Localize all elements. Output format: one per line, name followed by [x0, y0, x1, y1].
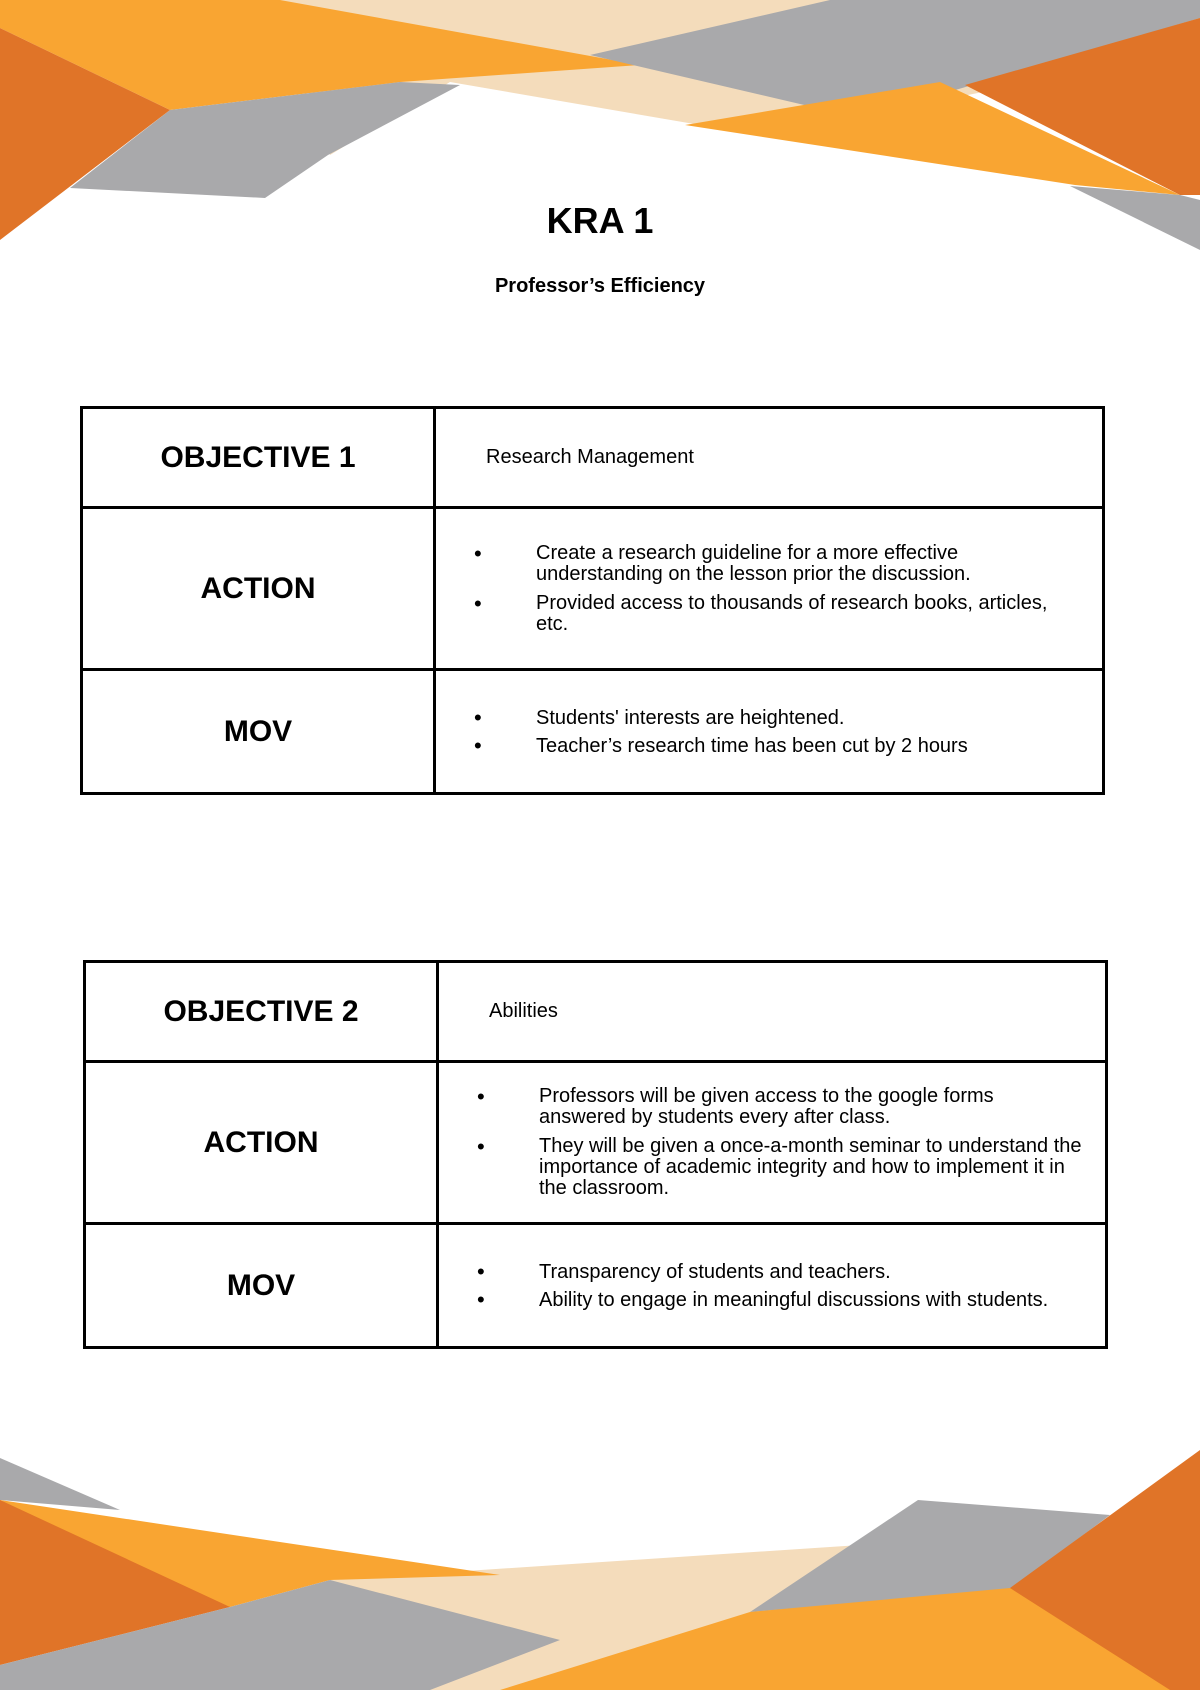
list-item: • Provided access to thousands of research books, articles, etc. — [436, 593, 1082, 635]
mov-row — [85, 1224, 1107, 1348]
list-item: • They will be given a once-a-month seminar to understand the importance of academic integrity and how to implement it in the classroom. — [439, 1136, 1085, 1199]
objective-value: Research Management — [435, 408, 1104, 508]
list-item: • Create a research guideline for a more effective understanding on the lesson prior the discussion. — [436, 543, 1082, 585]
objective-label: OBJECTIVE 2 — [85, 962, 438, 1062]
action-list — [436, 543, 1102, 635]
action-row — [85, 1062, 1107, 1224]
list-item: • Ability to engage in meaningful discussions with students. — [439, 1288, 1085, 1312]
mov-label: MOV — [82, 670, 435, 794]
objective-2-table — [83, 960, 1108, 1349]
action-content — [435, 508, 1104, 670]
action-label: ACTION — [82, 508, 435, 670]
action-row — [82, 508, 1104, 670]
mov-label: MOV — [85, 1224, 438, 1348]
action-list — [439, 1086, 1105, 1199]
mov-list — [436, 706, 1102, 758]
list-item: • Professors will be given access to the google forms answered by students every after class. — [439, 1086, 1085, 1128]
mov-content — [435, 670, 1104, 794]
action-content — [438, 1062, 1107, 1224]
bottom-decorative-banner — [0, 1440, 1200, 1690]
objective-1-table — [80, 406, 1105, 795]
list-item: • Students' interests are heightened. — [436, 706, 1082, 730]
mov-row — [82, 670, 1104, 794]
list-item: • Transparency of students and teachers. — [439, 1260, 1085, 1284]
objective-row — [82, 408, 1104, 508]
page-title: KRA 1 — [546, 200, 654, 241]
page-subtitle: Professor’s Efficiency — [494, 275, 706, 297]
objective-row — [85, 962, 1107, 1062]
action-label: ACTION — [85, 1062, 438, 1224]
mov-content — [438, 1224, 1107, 1348]
mov-list — [439, 1260, 1105, 1312]
objective-value: Abilities — [438, 962, 1107, 1062]
objective-label: OBJECTIVE 1 — [82, 408, 435, 508]
list-item: • Teacher’s research time has been cut by 2 hours — [436, 734, 1082, 758]
